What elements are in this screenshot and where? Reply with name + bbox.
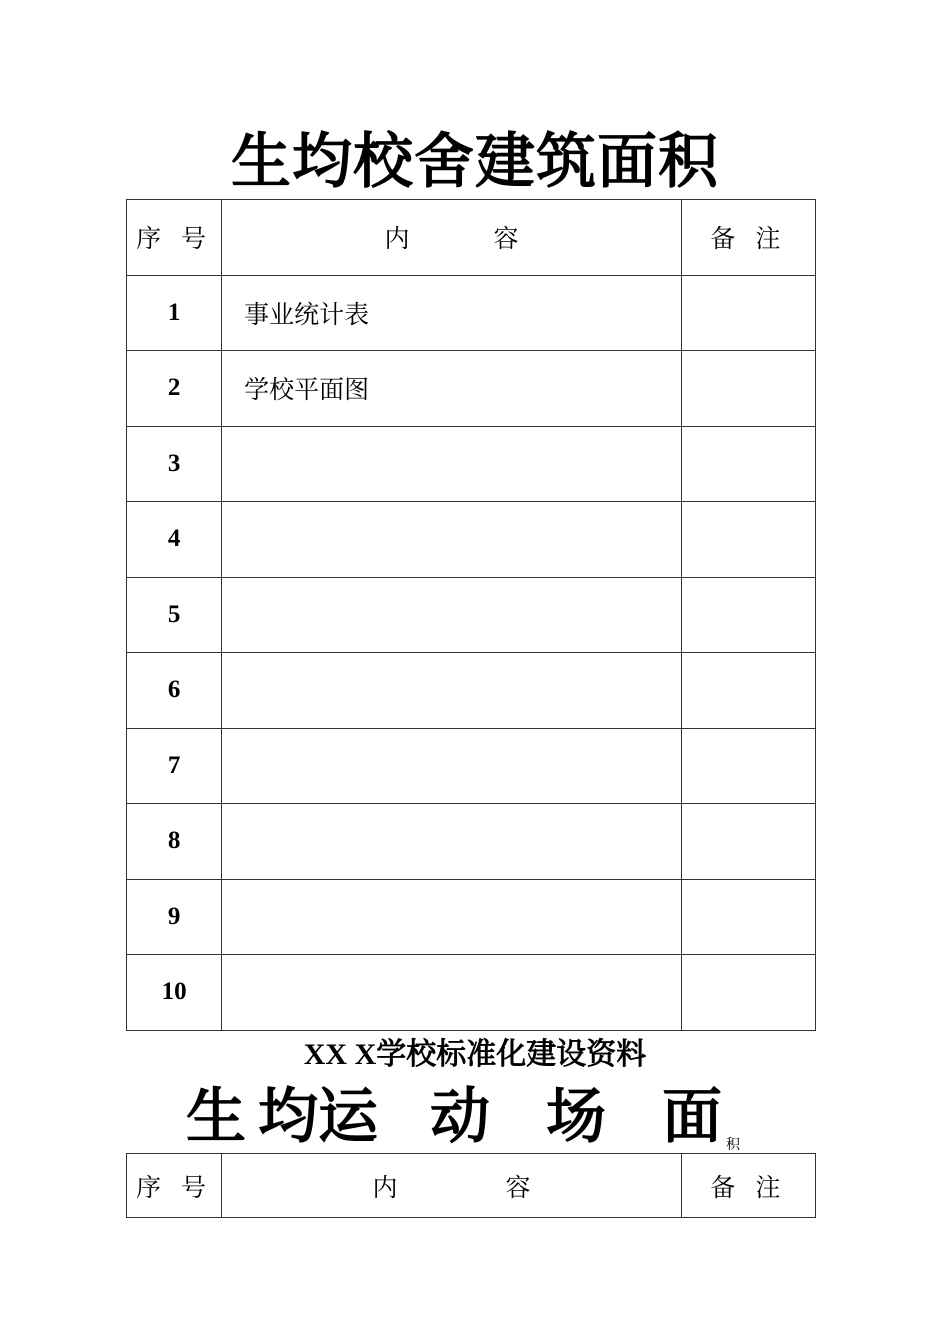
row-content (222, 502, 682, 578)
table-row (127, 955, 816, 1031)
row-note (681, 502, 815, 578)
header-note: 备 注 (681, 1154, 815, 1218)
row-number: 5 (127, 577, 222, 653)
table-row (127, 804, 816, 880)
section2-title-char: 动 (430, 1082, 490, 1152)
table-row (127, 351, 816, 427)
document-subtitle: XX X学校标准化建设资料 (303, 1038, 647, 1071)
table-row (127, 577, 816, 653)
section2-title-char: 均 (258, 1082, 318, 1152)
row-number: 1 (127, 275, 222, 351)
header-content-a: 内 (384, 224, 410, 254)
page-title: 生均校舍建筑面积 (231, 127, 719, 197)
table-row (127, 502, 816, 578)
table-header-row (127, 1154, 816, 1218)
header-content-b: 容 (505, 1172, 531, 1202)
row-content (222, 879, 682, 955)
header-note: 备 注 (681, 200, 815, 276)
section2-title-char: 生 (186, 1082, 246, 1152)
row-content: 事业统计表 (222, 275, 682, 351)
section2-title-char: 面 (662, 1082, 722, 1152)
table-row (127, 653, 816, 729)
row-note (681, 728, 815, 804)
building-area-table (126, 199, 816, 1031)
row-number: 2 (127, 351, 222, 427)
section2-title-char: 场 (546, 1082, 606, 1152)
row-note (681, 955, 815, 1031)
table-row (127, 879, 816, 955)
header-content (222, 1154, 682, 1218)
row-content: 学校平面图 (222, 351, 682, 427)
row-content (222, 804, 682, 880)
header-content-a: 内 (372, 1172, 398, 1202)
row-note (681, 351, 815, 427)
header-content-b: 容 (493, 224, 519, 254)
header-no: 序 号 (127, 1154, 222, 1218)
header-no: 序 号 (127, 200, 222, 276)
row-number: 4 (127, 502, 222, 578)
sports-field-table (126, 1153, 816, 1218)
row-content (222, 577, 682, 653)
row-number: 6 (127, 653, 222, 729)
row-number: 7 (127, 728, 222, 804)
section2-title (186, 1082, 740, 1152)
table-row (127, 426, 816, 502)
table-header-row (127, 200, 816, 276)
row-number: 9 (127, 879, 222, 955)
row-note (681, 879, 815, 955)
row-content (222, 426, 682, 502)
row-content (222, 653, 682, 729)
row-number: 3 (127, 426, 222, 502)
header-content (222, 200, 682, 276)
table-row (127, 728, 816, 804)
row-note (681, 426, 815, 502)
row-note (681, 577, 815, 653)
row-content (222, 955, 682, 1031)
section2-title-small: 积 (726, 1137, 740, 1153)
row-number: 8 (127, 804, 222, 880)
row-note (681, 804, 815, 880)
row-note (681, 653, 815, 729)
row-note (681, 275, 815, 351)
row-number: 10 (127, 955, 222, 1031)
table-row (127, 275, 816, 351)
row-content (222, 728, 682, 804)
section2-title-char: 运 (318, 1082, 378, 1152)
